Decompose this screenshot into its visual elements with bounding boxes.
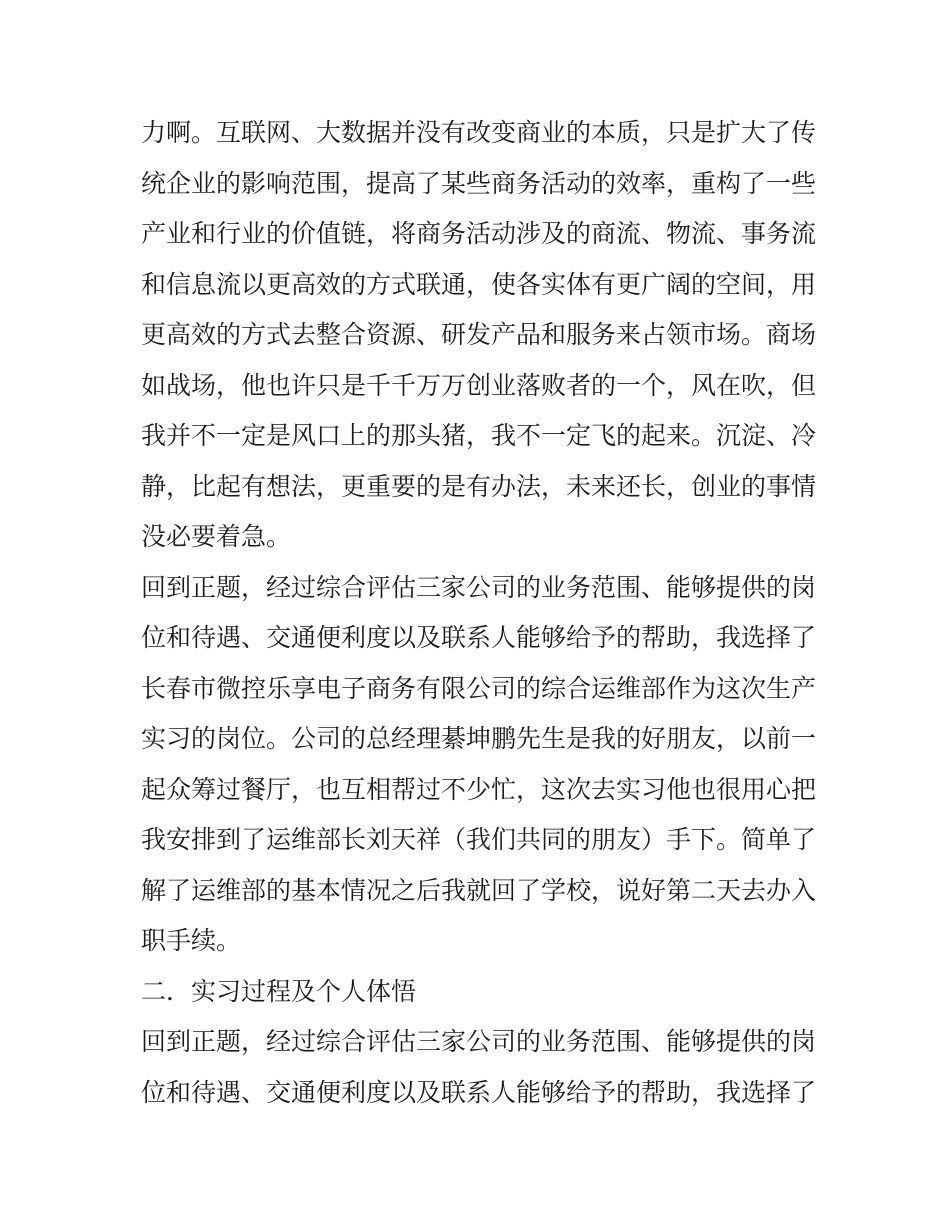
text-line: 我安排到了运维部长刘天祥（我们共同的朋友）手下。简单了 — [141, 825, 816, 854]
section-heading-text: 二．实习过程及个人体悟 — [141, 976, 417, 1006]
text-line: 产业和行业的价值链，将商务活动涉及的商流、物流、事务流 — [141, 219, 816, 248]
paragraph-3 — [141, 1017, 816, 1118]
text-line: 如战场，他也许只是千千万万创业落败者的一个，风在吹，但 — [141, 370, 816, 400]
text-line: 职手续。 — [141, 926, 242, 955]
paragraph-1 — [141, 108, 816, 563]
text-line: 统企业的影响范围，提高了某些商务活动的效率，重构了一些 — [141, 168, 816, 198]
text-line: 静，比起有想法，更重要的是有办法，未来还长，创业的事情 — [141, 471, 816, 501]
text-line: 实习的岗位。公司的总经理綦坤鹏先生是我的好朋友，以前一 — [141, 724, 816, 753]
text-line: 起众筹过餐厅，也互相帮过不少忙，这次去实习他也很用心把 — [141, 774, 816, 804]
text-line: 更高效的方式去整合资源、研发产品和服务来占领市场。商场 — [141, 320, 816, 349]
text-line: 回到正题，经过综合评估三家公司的业务范围、能够提供的岗 — [141, 1027, 816, 1056]
text-line: 没必要着急。 — [141, 522, 292, 551]
paragraph-2 — [141, 563, 816, 967]
text-line: 位和待遇、交通便利度以及联系人能够给予的帮助，我选择了 — [141, 1077, 816, 1107]
text-line: 力啊。互联网、大数据并没有改变商业的本质，只是扩大了传 — [141, 118, 816, 147]
text-line: 我并不一定是风口上的那头猪，我不一定飞的起来。沉淀、冷 — [141, 421, 816, 450]
text-line: 回到正题，经过综合评估三家公司的业务范围、能够提供的岗 — [141, 572, 816, 602]
document-body — [141, 108, 816, 1118]
text-line: 和信息流以更高效的方式联通，使各实体有更广阔的空间，用 — [141, 269, 816, 299]
text-line: 长春市微控乐享电子商务有限公司的综合运维部作为这次生产 — [141, 673, 816, 703]
text-line: 解了运维部的基本情况之后我就回了学校，说好第二天去办入 — [141, 875, 816, 905]
section-heading — [141, 967, 816, 1018]
text-line: 位和待遇、交通便利度以及联系人能够给予的帮助，我选择了 — [141, 623, 816, 652]
